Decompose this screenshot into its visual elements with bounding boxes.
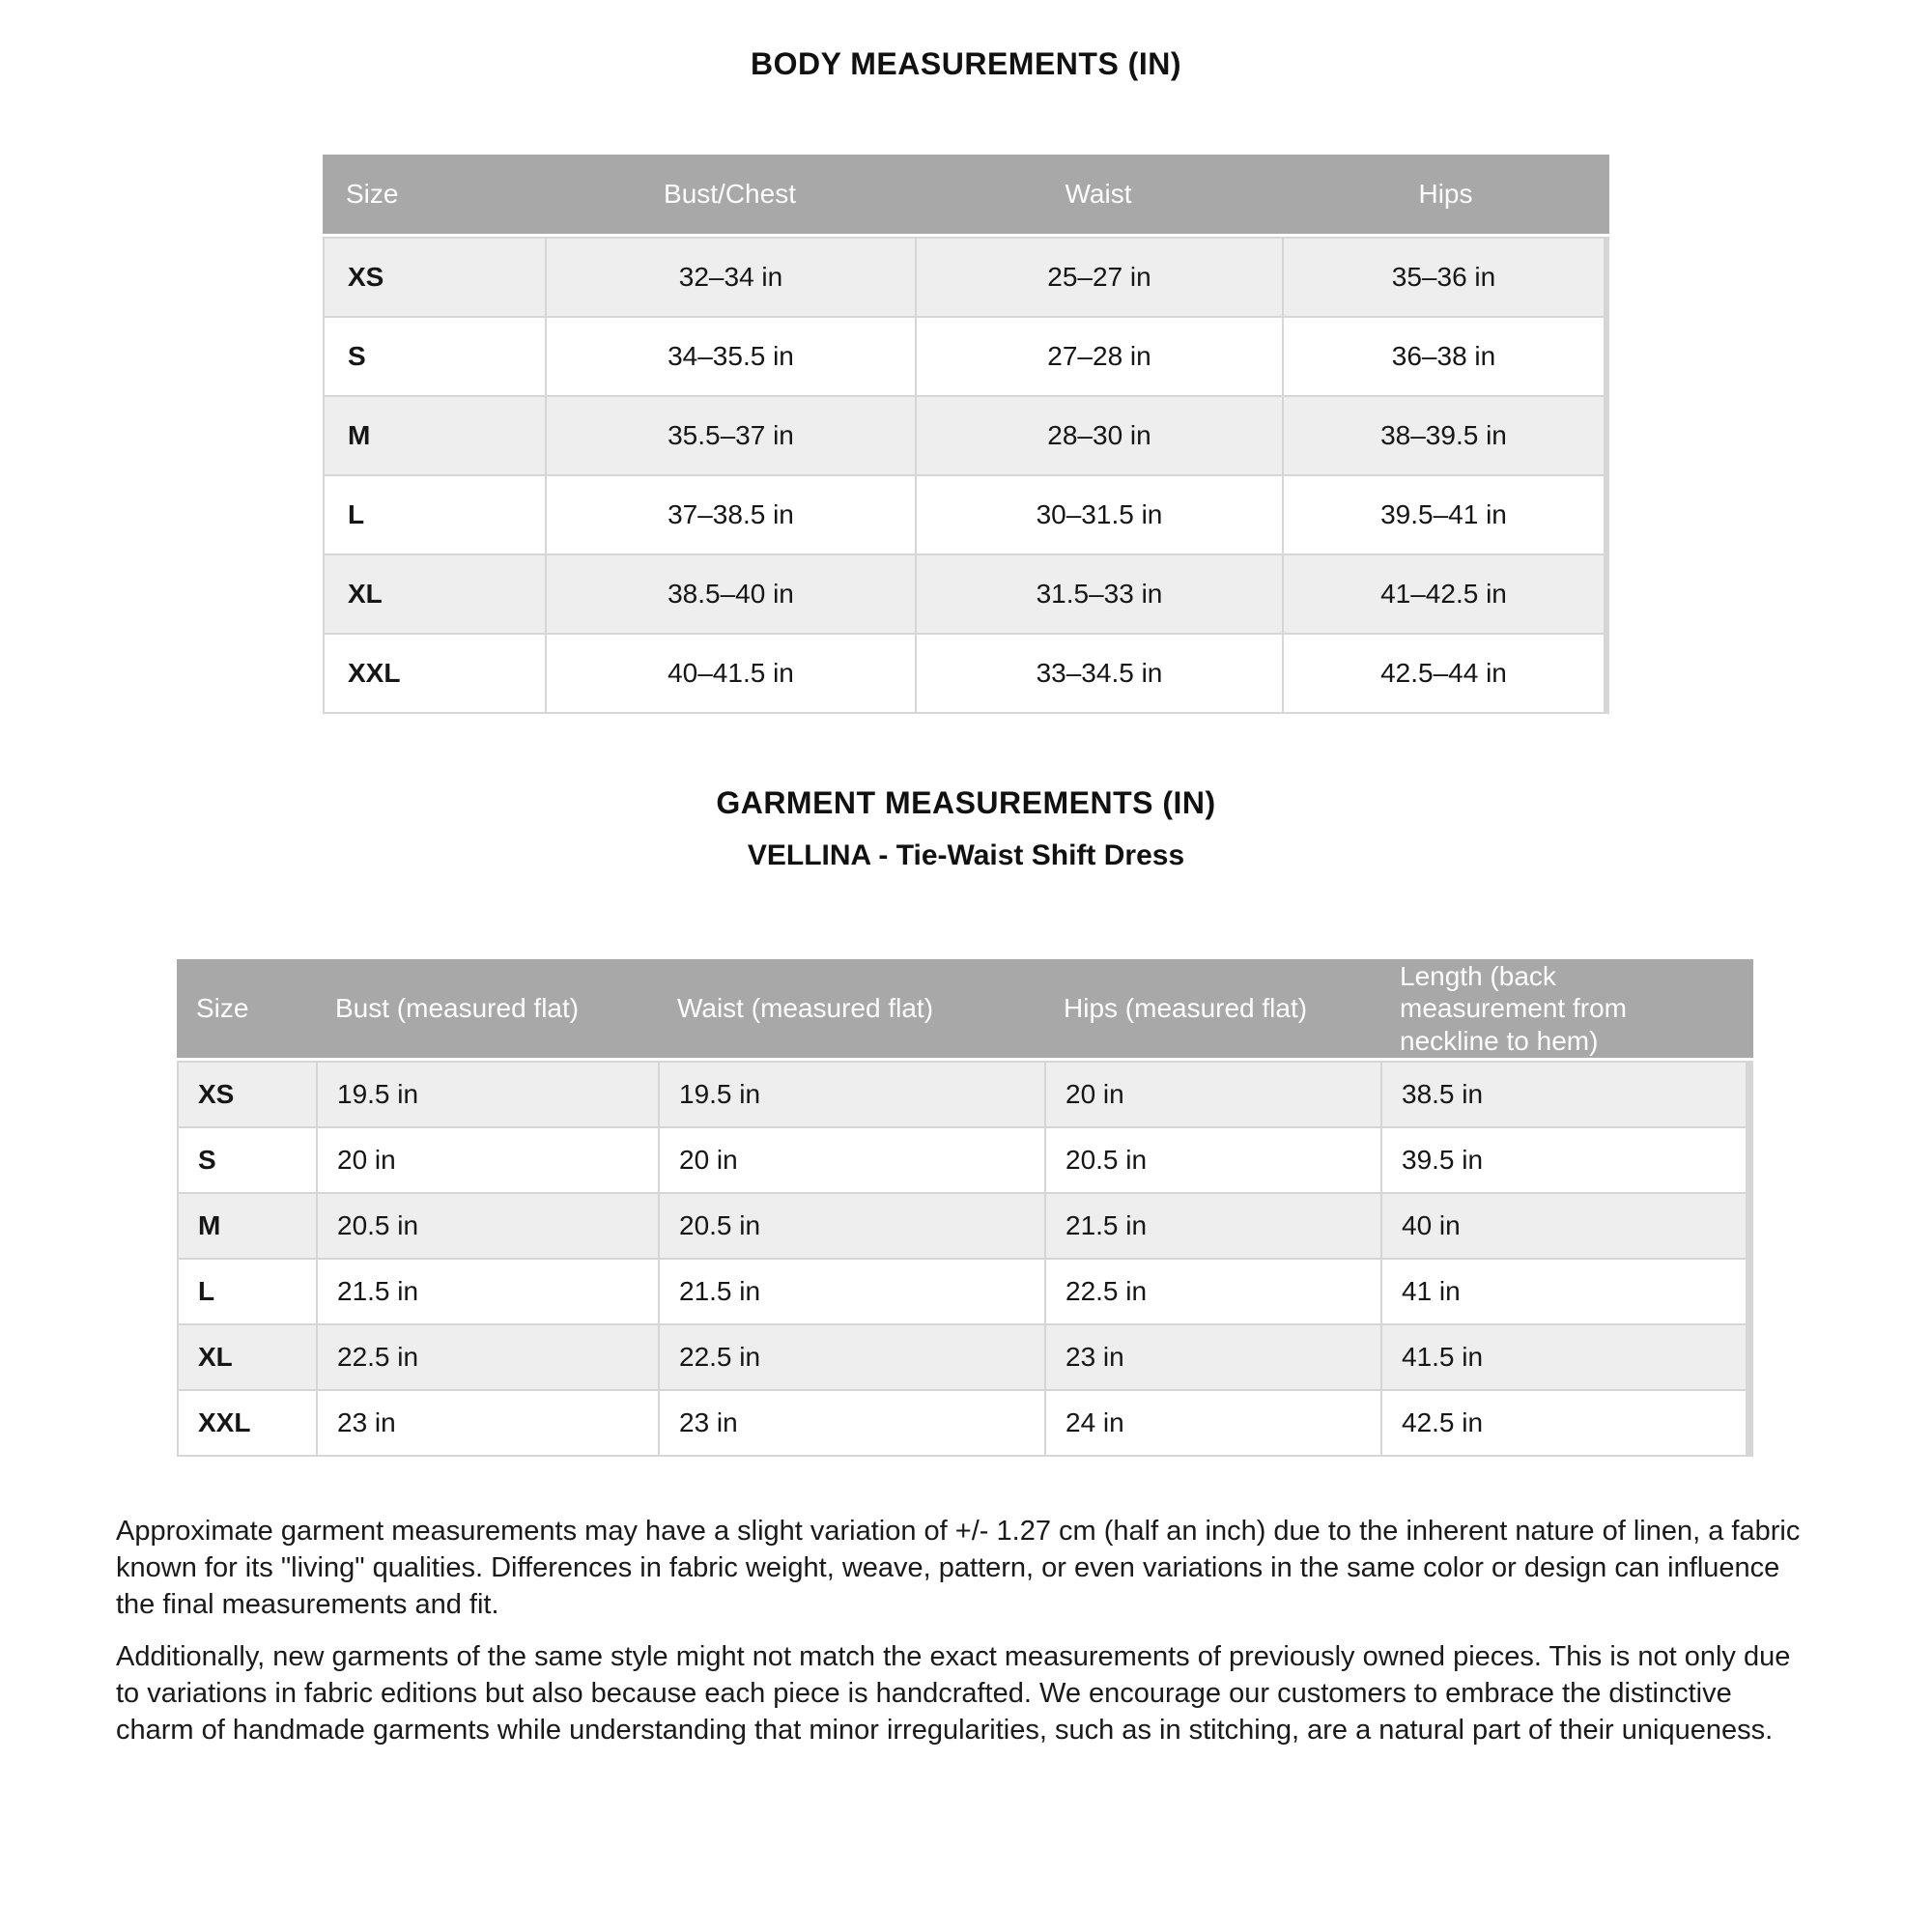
table-row bbox=[179, 1194, 1751, 1258]
table-row bbox=[179, 1063, 1751, 1126]
measurement-cell: 36–38 in bbox=[1284, 318, 1604, 395]
measurement-cell: 20.5 in bbox=[318, 1194, 658, 1258]
measurement-cell: 39.5 in bbox=[1382, 1128, 1746, 1192]
measurement-cell: 40 in bbox=[1382, 1194, 1746, 1258]
measurement-cell: 23 in bbox=[1046, 1325, 1380, 1389]
measurement-cell: 34–35.5 in bbox=[547, 318, 915, 395]
measurement-cell: 38–39.5 in bbox=[1284, 397, 1604, 474]
garment-measurements-header-row bbox=[177, 959, 1753, 1058]
measurement-cell: 20 in bbox=[660, 1128, 1044, 1192]
measurement-cell: 23 in bbox=[318, 1391, 658, 1455]
measurement-cell: 24 in bbox=[1046, 1391, 1380, 1455]
note-handcrafted-uniqueness: Additionally, new garments of the same style might not match the exact measurements of previously owned pieces. This is not only due to variations in fabric editions but also because each piece is handcrafted. We encourage our customers to embrace the distinctive charm of handmade garments while understanding that minor irregularities, such as in stitching, are a natural part of their uniqueness. bbox=[116, 1641, 1791, 1746]
measurement-cell: 42.5–44 in bbox=[1284, 635, 1604, 712]
garment-measurements-rows bbox=[177, 1061, 1753, 1457]
size-cell: XL bbox=[179, 1325, 316, 1389]
garment-column-header-bust: Bust (measured flat) bbox=[335, 993, 580, 1024]
garment-measurements-table bbox=[177, 959, 1753, 1457]
body-measurements-rows bbox=[323, 237, 1609, 714]
measurement-cell: 22.5 in bbox=[318, 1325, 658, 1389]
garment-product-name: VELLINA - Tie-Waist Shift Dress bbox=[747, 839, 1185, 871]
measurement-cell: 20.5 in bbox=[1046, 1128, 1380, 1192]
size-cell: XXL bbox=[179, 1391, 316, 1455]
garment-measurements-title: GARMENT MEASUREMENTS (IN) bbox=[716, 785, 1216, 820]
measurement-cell: 23 in bbox=[660, 1391, 1044, 1455]
measurement-cell: 37–38.5 in bbox=[547, 476, 915, 554]
size-cell: M bbox=[325, 397, 545, 474]
measurement-cell: 38.5 in bbox=[1382, 1063, 1746, 1126]
garment-column-header-waist: Waist (measured flat) bbox=[677, 993, 934, 1024]
measurement-cell: 25–27 in bbox=[917, 239, 1282, 316]
size-cell: XS bbox=[179, 1063, 316, 1126]
measurement-cell: 30–31.5 in bbox=[917, 476, 1282, 554]
table-row bbox=[325, 635, 1607, 712]
table-row bbox=[325, 555, 1607, 633]
measurement-cell: 20 in bbox=[1046, 1063, 1380, 1126]
measurement-cell: 41–42.5 in bbox=[1284, 555, 1604, 633]
measurement-cell: 21.5 in bbox=[1046, 1194, 1380, 1258]
measurement-cell: 35.5–37 in bbox=[547, 397, 915, 474]
body-measurements-table bbox=[323, 155, 1609, 714]
size-cell: XS bbox=[325, 239, 545, 316]
measurement-cell: 38.5–40 in bbox=[547, 555, 915, 633]
body-column-header-bust-chest: Bust/Chest bbox=[664, 179, 796, 209]
measurement-cell: 27–28 in bbox=[917, 318, 1282, 395]
measurement-cell: 33–34.5 in bbox=[917, 635, 1282, 712]
measurement-cell: 32–34 in bbox=[547, 239, 915, 316]
garment-column-header-hips: Hips (measured flat) bbox=[1064, 993, 1308, 1024]
measurement-cell: 42.5 in bbox=[1382, 1391, 1746, 1455]
body-measurements-title: BODY MEASUREMENTS (IN) bbox=[751, 46, 1181, 81]
body-column-header-waist: Waist bbox=[1065, 179, 1132, 209]
measurement-cell: 41 in bbox=[1382, 1260, 1746, 1323]
body-measurements-header-row bbox=[323, 155, 1609, 234]
body-column-header-size: Size bbox=[346, 179, 399, 209]
notes-section bbox=[116, 1513, 1804, 1764]
measurement-cell: 40–41.5 in bbox=[547, 635, 915, 712]
table-row bbox=[325, 397, 1607, 474]
table-row bbox=[179, 1260, 1751, 1323]
size-cell: XXL bbox=[325, 635, 545, 712]
measurement-cell: 28–30 in bbox=[917, 397, 1282, 474]
measurement-cell: 35–36 in bbox=[1284, 239, 1604, 316]
size-cell: S bbox=[179, 1128, 316, 1192]
measurement-cell: 22.5 in bbox=[1046, 1260, 1380, 1323]
table-row bbox=[179, 1325, 1751, 1389]
size-cell: L bbox=[179, 1260, 316, 1323]
body-column-header-hips: Hips bbox=[1418, 179, 1473, 209]
measurement-cell: 22.5 in bbox=[660, 1325, 1044, 1389]
table-row bbox=[325, 239, 1607, 316]
measurement-cell: 21.5 in bbox=[318, 1260, 658, 1323]
table-row bbox=[179, 1128, 1751, 1192]
table-row bbox=[325, 318, 1607, 395]
measurement-cell: 21.5 in bbox=[660, 1260, 1044, 1323]
size-cell: L bbox=[325, 476, 545, 554]
measurement-cell: 41.5 in bbox=[1382, 1325, 1746, 1389]
measurement-cell: 19.5 in bbox=[318, 1063, 658, 1126]
size-cell: S bbox=[325, 318, 545, 395]
size-cell: M bbox=[179, 1194, 316, 1258]
measurement-cell: 39.5–41 in bbox=[1284, 476, 1604, 554]
note-measurement-variation: Approximate garment measurements may have a slight variation of +/- 1.27 cm (half an inch) due to the inherent nature of linen, a fabric known for its "living" qualities. Differences in fabric weight, weave, pattern, or even variations in the same color or design can influence the final measurements and fit. bbox=[116, 1516, 1801, 1620]
table-row bbox=[325, 476, 1607, 554]
measurement-cell: 19.5 in bbox=[660, 1063, 1044, 1126]
garment-column-header-length: Length (back measurement from neckline to hem) bbox=[1400, 961, 1627, 1056]
size-cell: XL bbox=[325, 555, 545, 633]
measurement-cell: 31.5–33 in bbox=[917, 555, 1282, 633]
measurement-cell: 20 in bbox=[318, 1128, 658, 1192]
measurement-cell: 20.5 in bbox=[660, 1194, 1044, 1258]
garment-column-header-size: Size bbox=[196, 993, 249, 1024]
table-row bbox=[179, 1391, 1751, 1455]
